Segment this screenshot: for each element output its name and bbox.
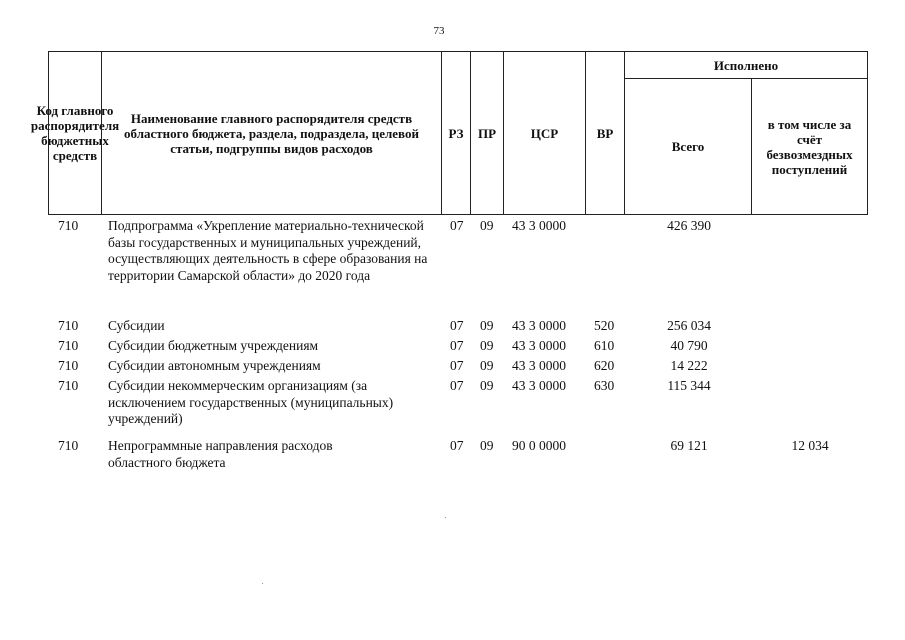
row-pr: 09 <box>480 438 494 453</box>
row-rz: 07 <box>450 378 464 393</box>
row-name: Подпрограмма «Укрепление материально-технической базы государственных и муниципальных учреждений, осуществляющих деятельность в сфере образования на территории Самарской области» до 2020 года <box>108 218 428 283</box>
row-name: Субсидии автономным учреждениям <box>108 358 321 373</box>
row-csr: 43 3 0000 <box>512 358 566 373</box>
row-code: 710 <box>58 318 79 333</box>
row-total: 426 390 <box>667 218 711 233</box>
row-rz: 07 <box>450 438 464 453</box>
row-csr: 90 0 0000 <box>512 438 566 453</box>
row-vr: 620 <box>594 358 615 373</box>
row-csr: 43 3 0000 <box>512 218 566 233</box>
row-name: Субсидии бюджетным учреждениям <box>108 338 319 353</box>
row-name: Субсидии <box>108 318 165 333</box>
row-vr: 630 <box>594 378 615 393</box>
row-code: 710 <box>58 338 79 353</box>
header-total: Всего <box>624 78 752 215</box>
page-number: 73 <box>433 25 445 37</box>
row-csr: 43 3 0000 <box>512 318 566 333</box>
row-code: 710 <box>58 378 79 393</box>
header-code: Код главного распорядителя бюджетных средств <box>48 51 102 215</box>
row-code: 710 <box>58 358 79 373</box>
header-pr: ПР <box>470 51 504 215</box>
row-rz: 07 <box>450 218 464 233</box>
row-code: 710 <box>58 218 79 233</box>
row-name: Субсидии некоммерческим организациям (за исключением государственных (муниципальных) учреждений) <box>108 378 394 426</box>
row-rz: 07 <box>450 338 464 353</box>
row-free: 12 034 <box>791 438 829 453</box>
row-csr: 43 3 0000 <box>512 338 566 353</box>
row-code: 710 <box>58 438 79 453</box>
header-rz: РЗ <box>441 51 471 215</box>
row-total: 256 034 <box>667 318 711 333</box>
row-csr: 43 3 0000 <box>512 378 566 393</box>
header-vr: ВР <box>585 51 625 215</box>
table-header <box>30 51 868 215</box>
scan-speck <box>262 583 263 584</box>
row-pr: 09 <box>480 338 494 353</box>
header-csr: ЦСР <box>503 51 586 215</box>
row-name: Непрограммные направления расходов областного бюджета <box>108 438 333 470</box>
row-pr: 09 <box>480 218 494 233</box>
row-total: 115 344 <box>667 378 711 393</box>
row-total: 69 121 <box>670 438 708 453</box>
header-incl-free: в том числе за счёт безвозмездных поступлений <box>751 78 868 215</box>
header-executed: Исполнено <box>624 51 868 79</box>
scan-speck <box>445 517 446 518</box>
row-pr: 09 <box>480 378 494 393</box>
row-rz: 07 <box>450 358 464 373</box>
row-total: 14 222 <box>670 358 708 373</box>
row-vr: 520 <box>594 318 615 333</box>
row-vr: 610 <box>594 338 615 353</box>
row-total: 40 790 <box>670 338 708 353</box>
header-name: Наименование главного распорядителя средств областного бюджета, раздела, подраздела, целевой статьи, подгруппы видов расходов <box>101 51 442 215</box>
row-pr: 09 <box>480 358 494 373</box>
row-pr: 09 <box>480 318 494 333</box>
row-rz: 07 <box>450 318 464 333</box>
